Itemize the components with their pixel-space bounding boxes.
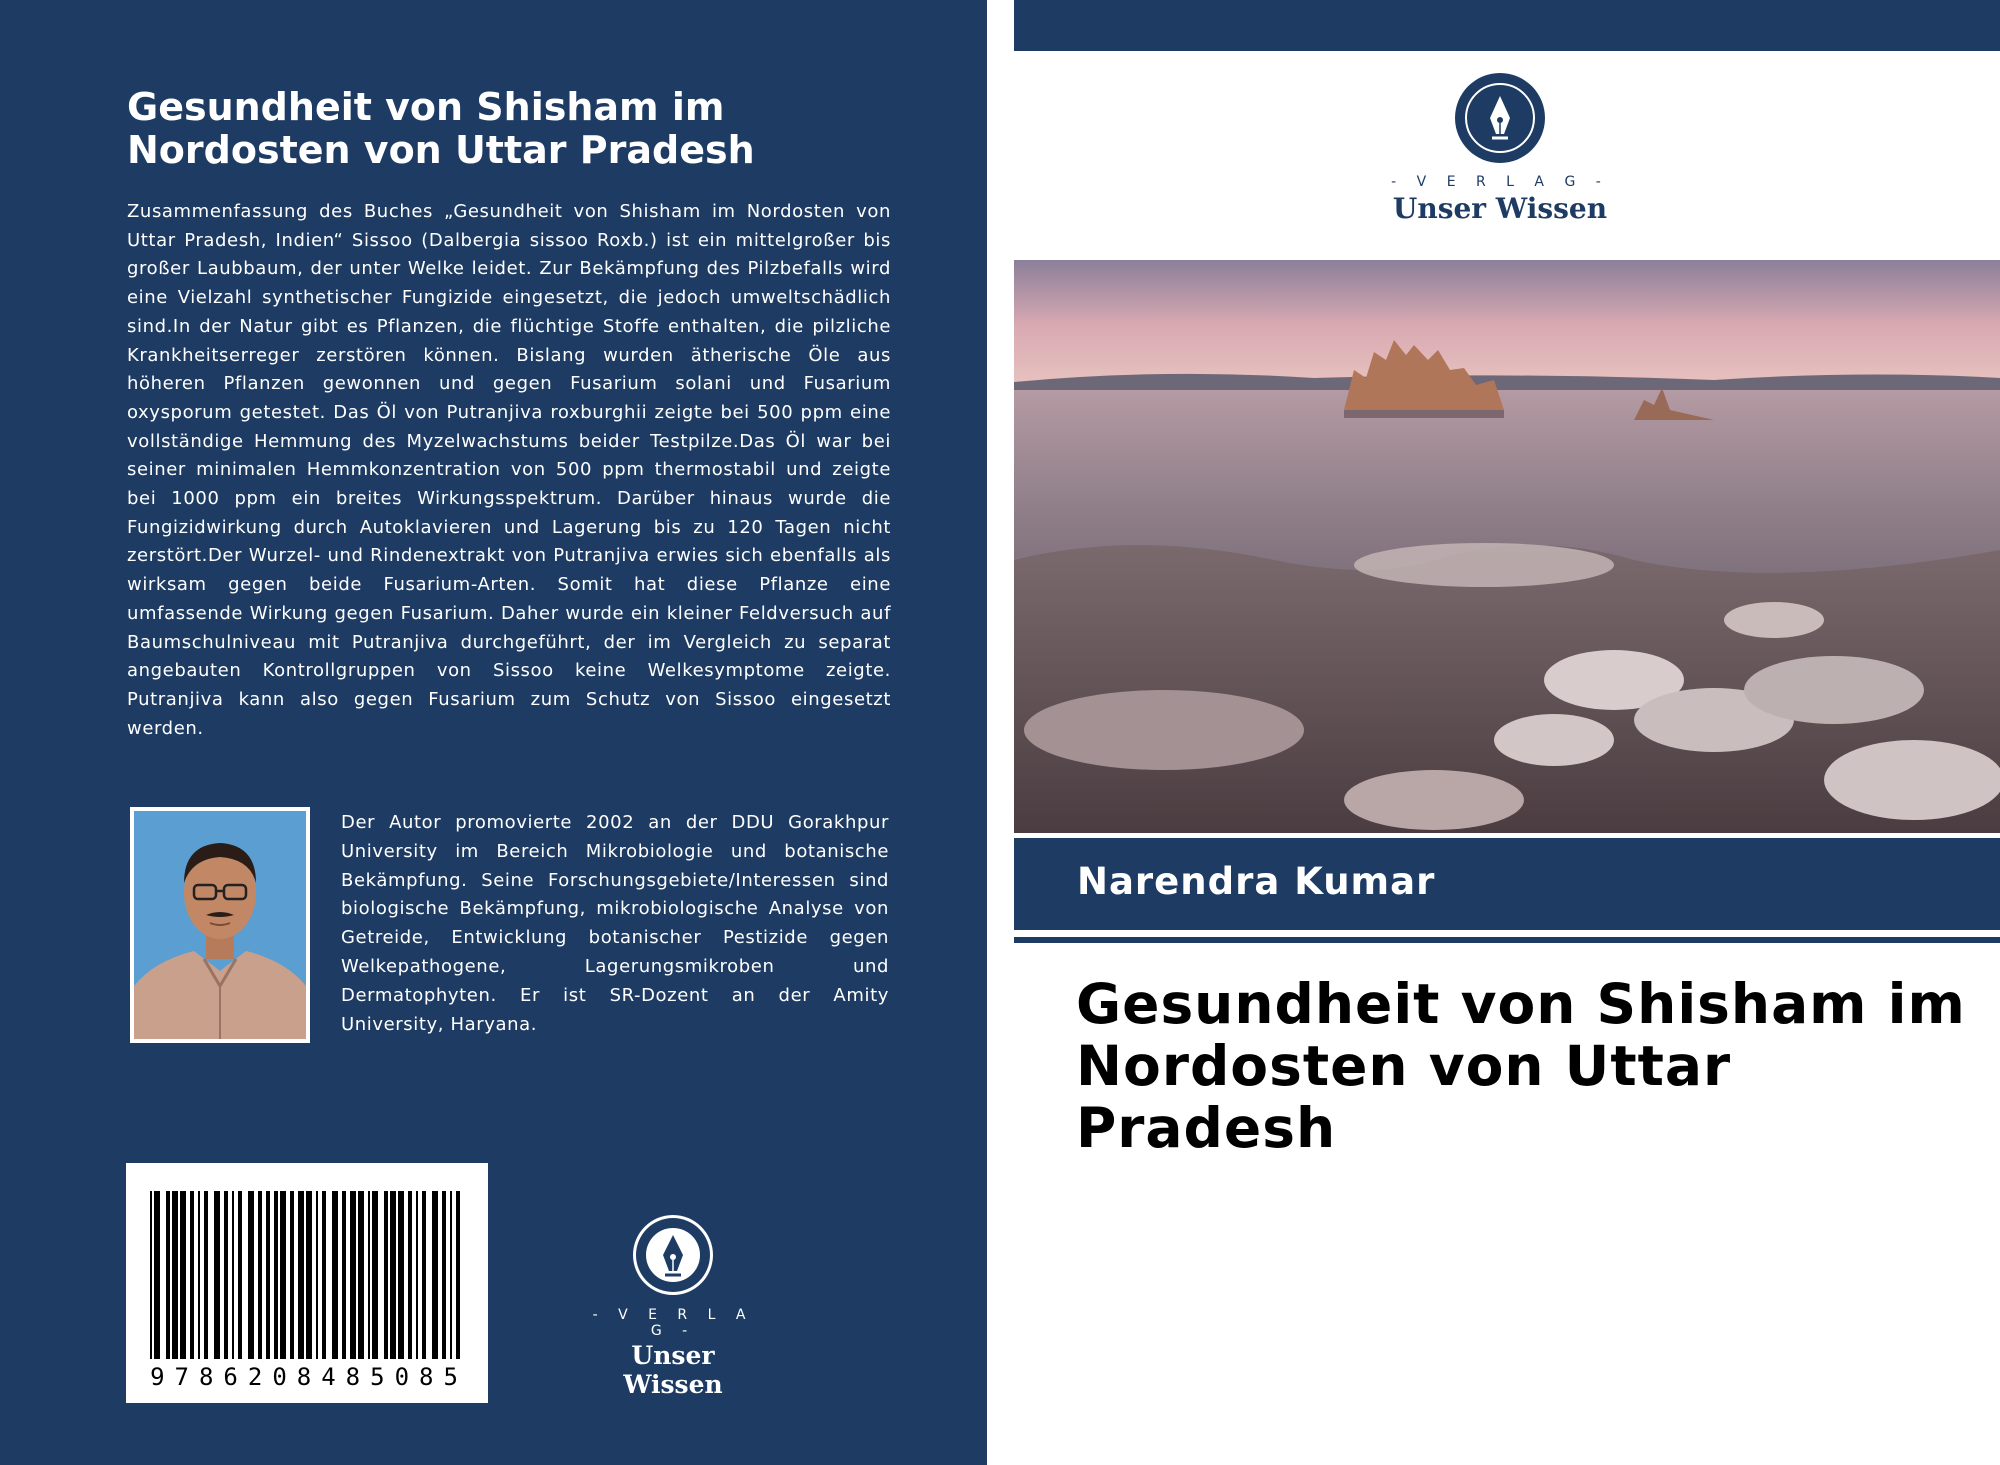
book-summary: Zusammenfassung des Buches „Gesundheit von Shisham im Nordosten von Uttar Pradesh, Indien“ Sissoo (Dalbergia sissoo Roxb.) ist ein mittelgroßer bis großer Laubbaum, der unter Welke leidet. Zur Bekämpfung des Pilzbefalls wird eine Vielzahl synthetischer Fungizide eingesetzt, die jedoch umweltschädlich sind.In der Natur gibt es Pflanzen, die flüchtige Stoffe enthalten, die pilzliche Krankheitserreger zerstören können. Bislang wurden ätherische Öle aus höheren Pflanzen gewonnen und gegen Fusarium solani und Fusarium oxysporum getestet. Das Öl von Putranjiva roxburghii zeigte bei 500 ppm eine vollständige Hemmung des Myzelwachstums beider Testpilze.Das Öl war bei seiner minimalen Hemmkonzentration von 500 ppm thermostabil und zeigte bei 1000 ppm ein breites Wirkungsspektrum. Darüber hinaus wurde die Fungizidwirkung durch Autoklavieren und Lagerung bis zu 120 Tagen nicht zerstört.Der Wurzel- und Rindenextrakt von Putranjiva erwies sich ebenfalls als wirksam gegen beide Fusarium-Arten. Somit hat diese Pflanze eine umfassende Wirkung gegen Fusarium. Daher wurde ein kleiner Feldversuch auf Baumschulniveau mit Putranjiva durchgeführt, der im Vergleich zu separat angebauten Kontrollgruppen von Sissoo keine Welkesymptome zeigte. Putranjiva kann also gegen Fusarium zum Schutz von Sissoo eingesetzt werden.	[127, 201, 891, 739]
barcode-bar	[198, 1191, 200, 1359]
barcode-bar	[214, 1191, 220, 1359]
barcode-bar	[274, 1191, 278, 1359]
front-divider-rule	[1014, 937, 2000, 943]
barcode-bar	[204, 1191, 208, 1359]
barcode-bar	[358, 1191, 364, 1359]
barcode-bar	[450, 1191, 452, 1359]
verlag-label: - V E R L A G -	[592, 1307, 754, 1339]
barcode-bar	[350, 1191, 356, 1359]
barcode-bar	[432, 1191, 438, 1359]
barcode-bar	[298, 1191, 304, 1359]
barcode-bar	[180, 1191, 186, 1359]
barcode-bar	[280, 1191, 286, 1359]
back-cover	[0, 0, 987, 1465]
author-portrait-illustration	[134, 811, 306, 1039]
barcode-bar	[342, 1191, 346, 1359]
barcode-bar	[172, 1191, 178, 1359]
publisher-name: Unser Wissen	[623, 1341, 723, 1399]
barcode-bar	[368, 1191, 370, 1359]
barcode-bar	[332, 1191, 338, 1359]
barcode-bar	[232, 1191, 234, 1359]
barcode-bar	[150, 1191, 152, 1359]
barcode-bar	[372, 1191, 378, 1359]
front-cover-title: Gesundheit von Shisham im Nordosten von Uttar Pradesh	[1076, 972, 1966, 1160]
barcode-bars	[126, 1163, 488, 1363]
barcode-bar	[190, 1191, 194, 1359]
barcode-bar	[224, 1191, 228, 1359]
barcode-bar	[238, 1191, 242, 1359]
barcode-bar	[456, 1191, 460, 1359]
back-cover-title: Gesundheit von Shisham im Nordosten von Uttar Pradesh	[127, 85, 755, 172]
publisher-logo-back	[588, 1213, 758, 1399]
barcode-bar	[154, 1191, 160, 1359]
barcode-bar	[416, 1191, 418, 1359]
pen-nib-emblem-icon	[1454, 72, 1546, 164]
author-photo	[130, 807, 310, 1043]
verlag-label: - V E R L A G -	[1391, 174, 1609, 190]
pen-nib-emblem-icon	[631, 1213, 715, 1297]
author-bio: Der Autor promovierte 2002 an der DDU Gorakhpur University im Bereich Mikrobiologie und botanische Bekämpfung. Seine Forschungsgebiete/Interessen sind biologische Bekämpfung, mikrobiologische Analyse von Getreide, Entwicklung botanischer Pestizide gegen Welkepathogene, Lagerungsmikroben und Dermatophyten. Er ist SR-Dozent an der Amity University, Haryana.	[341, 812, 889, 1035]
publisher-name: Unser Wissen	[1392, 192, 1608, 225]
barcode-bar	[316, 1191, 318, 1359]
lake-tufa-landscape-illustration	[1014, 260, 2000, 833]
barcode-bar	[322, 1191, 326, 1359]
spine-gap	[987, 0, 1014, 1465]
author-name: Narendra Kumar	[1077, 860, 1436, 903]
barcode-bar	[166, 1191, 170, 1359]
barcode-bar	[408, 1191, 412, 1359]
barcode-bar	[258, 1191, 262, 1359]
barcode-bar	[248, 1191, 254, 1359]
barcode-bar	[390, 1191, 396, 1359]
author-band	[1014, 838, 2000, 930]
barcode-bar	[398, 1191, 404, 1359]
barcode-bar	[422, 1191, 426, 1359]
barcode-bar	[384, 1191, 388, 1359]
barcode-digits: 9786208485085	[150, 1363, 468, 1391]
front-top-bar	[1014, 0, 2000, 51]
barcode-bar	[290, 1191, 294, 1359]
barcode-bar	[266, 1191, 270, 1359]
publisher-logo-front	[1380, 72, 1620, 225]
barcode-bar	[306, 1191, 312, 1359]
barcode-bar	[442, 1191, 446, 1359]
isbn-barcode	[126, 1163, 488, 1403]
cover-landscape-photo	[1014, 260, 2000, 833]
